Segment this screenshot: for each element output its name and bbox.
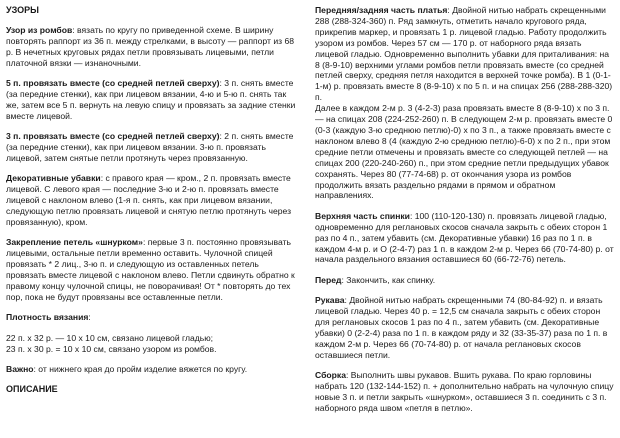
heading-front-back: Передняя/задняя часть платья bbox=[315, 5, 448, 15]
heading-cord-bind-off: Закрепление петель «шнурком» bbox=[6, 237, 143, 248]
gauge-line-stockinette: 22 п. х 32 р. — 10 х 10 см, связано лицевой гладью; bbox=[6, 332, 214, 343]
text-five-stitches: : 3 п. снять вместе (за передние стенки), как при лицевом вязании, 4-ю и 5-ю п. снять так же, затем все 5 п. вернуть на левую спицу и провязать за задние стенки вместе лицевой. bbox=[6, 78, 296, 121]
heading-assembly: Сборка bbox=[315, 370, 346, 381]
paragraph-decreases bbox=[6, 173, 301, 228]
text-important: : от нижнего края до пройм изделие вяжется по кругу. bbox=[33, 364, 248, 375]
paragraph-front bbox=[315, 275, 615, 286]
paragraph-important bbox=[6, 364, 301, 375]
text-three-stitches: : 2 п. снять вместе (за передние стенки), как при лицевом вязании. 3-ю п. провязать лицевой, затем снятые петли протянуть через провязанную. bbox=[6, 131, 294, 163]
section-title-patterns: УЗОРЫ bbox=[6, 5, 39, 15]
paragraph-upper-back bbox=[315, 211, 615, 266]
paragraph-cord-bind-off bbox=[6, 237, 301, 302]
heading-decreases: Декоративные убавки bbox=[6, 173, 101, 184]
text-gauge: : bbox=[88, 312, 91, 323]
text-rhombus-pattern: : вязать по кругу по приведенной схеме. В ширину повторять раппорт из 36 п. между стрелками, в высоту — раппорт из 68 р. В нечетных круговых рядах петли провязывать лицевыми, петли платочной вязки — изнаночными. bbox=[6, 24, 295, 68]
heading-important: Важно bbox=[6, 364, 34, 375]
paragraph-gauge bbox=[6, 312, 301, 323]
text-front: : Закончить, как спинку. bbox=[341, 274, 436, 285]
heading-sleeves: Рукава bbox=[315, 295, 345, 306]
text-decreases: : с правого края — кром., 2 п. провязать вместе лицевой. С левого края — последние 3-ю и 2-ю п. провязать вместе лицевой с наклоном влево (1-я п. снять, как при лицевом вязании, следующую петлю провязать лицевой и снятую петлю протянуть через провязанную), кром. bbox=[6, 173, 292, 227]
paragraph-sleeves bbox=[315, 295, 615, 360]
paragraph-front-back bbox=[315, 5, 615, 103]
paragraph-rhombus-pattern bbox=[6, 25, 301, 69]
section-title-description: ОПИСАНИЕ bbox=[6, 384, 58, 395]
text-front-back: : Двойной нитью набрать скрещенными 288 (288-324-360) п. Ряд замкнуть, отметить начало кругового ряда, прикрепив маркер, и провязать 1 р. лицевой гладью. Работу продолжить узором из ромбов. Через 57 см — 170 р. от наборного ряда вязать лицевой гладью. Одновременно выполнить убавки для приталивания: на 8 (8-9-10) верхними углами ромбов петли провязать вместе (со средней петлей сверху, средняя петля находится в верхней точке ромба). В 1 (0-1-1-м) р. провязать вместе 8 (8-9-10) х по 5 п. и на спицах 256 (288-288-320) п. bbox=[315, 5, 613, 103]
heading-five-stitches: 5 п. провязать вместе (со средней петлей сверху) bbox=[6, 78, 220, 89]
text-upper-back: : 100 (110-120-130) п. провязать лицевой гладью, одновременно для реглановых скосов сначала закрыть с обеих сторон 1 раз по 4 п., затем убавить (см. Декоративные убавки) 16 раз по 1 п. в каждом 4-м р. и О (2-4-7) раз 1 п. в каждом 2-м р. Через 66 (70-74-80) р. от начала раздельного вязания оставшиеся 60 (66-72-76) петель. bbox=[315, 210, 614, 265]
heading-rhombus-pattern: Узор из ромбов bbox=[6, 24, 73, 35]
heading-gauge: Плотность вязания bbox=[6, 312, 89, 323]
paragraph-five-stitches bbox=[6, 78, 301, 122]
heading-three-stitches: 3 п. провязать вместе (со средней петлей сверху) bbox=[6, 131, 220, 142]
paragraph-three-stitches bbox=[6, 131, 301, 164]
gauge-line-rhombus: 23 п. х 30 р. = 10 х 10 см, связано узором из ромбов. bbox=[6, 343, 217, 354]
text-sleeves: : Двойной нитью набрать скрещенными 74 (80-84-92) п. и вязать лицевой гладью. Через 40 р. = 12,5 см сначала закрыть с обеих сторон для реглановых скосов 1 раз по 4 п., затем убавить (см. Декоративные убавки) 0 (2-2-4) раза по 1 п. в каждом ряду и 32 (33-35-37) раза по 1 п. в каждом 2-м р. Через 66 (70-74-80) р. от начала реглановых скосов оставшиеся петли. bbox=[315, 295, 608, 360]
paragraph-front-back-continued: Далее в каждом 2-м р. 3 (4-2-3) раза провязать вместе 8 (8-9-10) х по 3 п. — на спицах 208 (224-252-260) п. В следующем 2-м р. провязать вместе 0 (0-3 (каждую 3-ю среднюю петлю)-0) х по 3 п., а также провязать вместе с наклоном влево 8 (4 (каждую 2-ю среднюю петлю)-6-0) х по 2 п., при этом средние петли отмечены и провязать вместе со следующей петлей — на спицах 200 (220-240-260) п., при этом средние петли предыдущих убавок сохранять. Через 80 (77-74-68) р. от окончания узора из ромбов продолжить вязать раздельно рядами в прямом и обратном направлениях. bbox=[315, 103, 613, 201]
right-column bbox=[315, 5, 615, 423]
paragraph-assembly bbox=[315, 370, 615, 414]
heading-front: Перед bbox=[315, 274, 342, 285]
left-column bbox=[6, 5, 301, 404]
text-assembly: : Выполнить швы рукавов. Вшить рукава. По краю горловины набрать 120 (132-144-152) п. + дополнительно набрать на чулочную спицу новые 3 п. и петли закрыть «шнурком», оставшиеся 3 п. соединить с 3 п. наборного ряда швом «петля в петлю». bbox=[315, 370, 614, 413]
heading-upper-back: Верхняя часть спинки bbox=[315, 210, 410, 221]
text-cord-bind-off: : первые 3 п. постоянно провязывать лицевыми, остальные петли временно оставить. Чулочной спицей провязать * 2 лиц., 3-ю п. и следующую из оставленных петель провязать вместе лицевой с наклоном влево. Петли сдвинуть обратно к правому концу чулочной спицы, не поворачивая! От * повторять до тех пор, пока не будут провязаны все оставленные петли. bbox=[6, 237, 295, 302]
